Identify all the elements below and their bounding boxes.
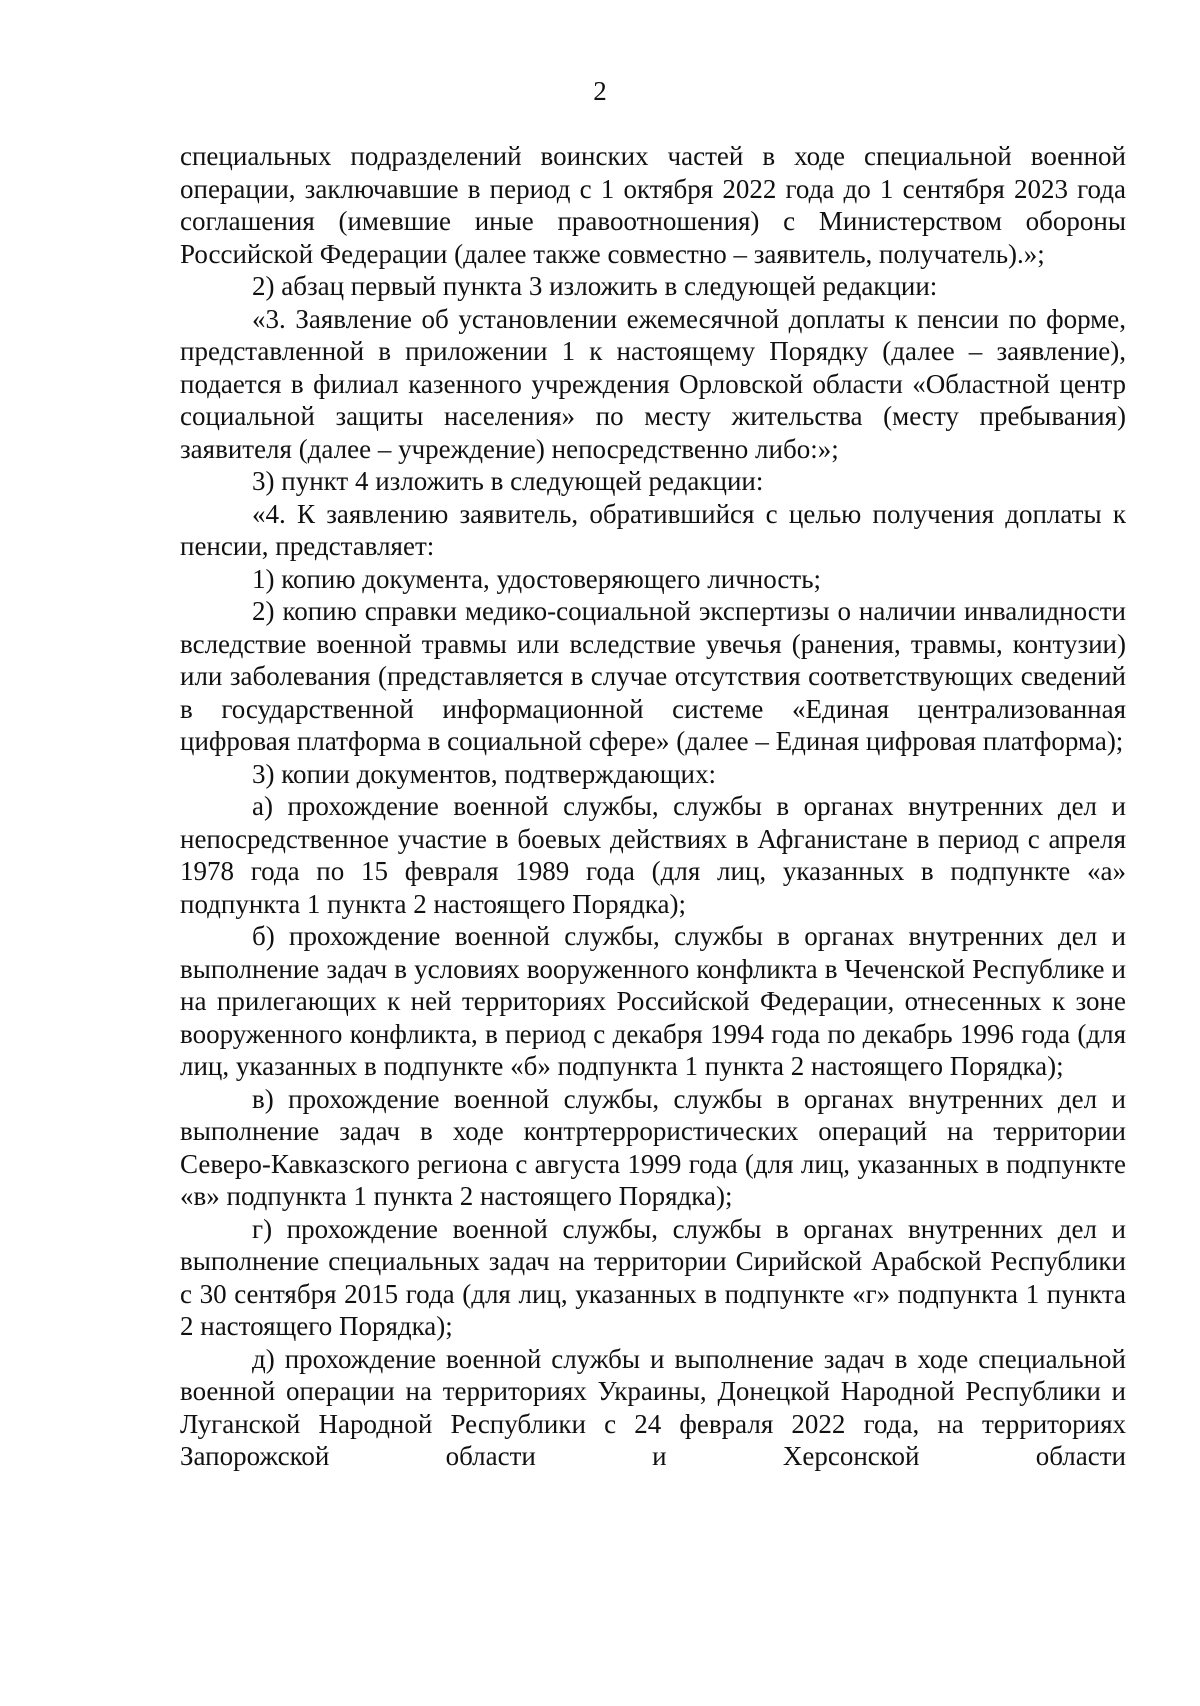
subitem-a: а) прохождение военной службы, службы в органах внутренних дел и непосредственное участие в боевых действиях в Афганистане в период с апреля 1978 года по 15 февраля 1989 года (для лиц, указанных в подпункте «а» подпункта 1 пункта 2 настоящего Порядка); xyxy=(180,791,1126,919)
list-item-2: 2) копию справки медико-социальной экспертизы о наличии инвалидности вследствие военной травмы или вследствие увечья (ранения, травмы, контузии) или заболевания (представляется в случае отсутствия соответствующих сведений в государственной информационной системе «Единая централизованная цифровая платформа в социальной сфере» (далее – Единая цифровая платформа); xyxy=(180,596,1126,756)
paragraph-point-4: «4. К заявлению заявитель, обратившийся с целью получения доплаты к пенсии, представляет: xyxy=(180,498,1126,561)
paragraph-continuation: специальных подразделений воинских частей в ходе специальной военной операции, заключавшие в период с 1 октября 2022 года до 1 сентября 2023 года соглашения (имевшие иные правоотношения) с Министерством обороны Российской Федерации (далее также совместно – заявитель, получатель).»; xyxy=(180,141,1126,269)
subitem-d: д) прохождение военной службы и выполнение задач в ходе специальной военной операции на территориях Украины, Донецкой Народной Республики и Луганской Народной Республики с 24 февраля 2022 года, на территориях Запорожской области и Херсонской области xyxy=(180,1343,1126,1471)
list-item-3: 3) копии документов, подтверждающих: xyxy=(252,758,716,789)
paragraph-item-2: 2) абзац первый пункта 3 изложить в следующей редакции: xyxy=(252,271,938,301)
paragraph-point-3: «3. Заявление об установлении ежемесячной доплаты к пенсии по форме, представленной в приложении 1 к настоящему Порядку (далее – заявление), подается в филиал казенного учреждения Орловской области «Областной центр социальной защиты населения» по месту жительства (месту пребывания) заявителя (далее – учреждение) непосредственно либо:»; xyxy=(180,303,1126,464)
subitem-v: в) прохождение военной службы, службы в органах внутренних дел и выполнение задач в ходе контртеррористических операций на территории Северо-Кавказского региона с августа 1999 года (для лиц, указанных в подпункте «в» подпункта 1 пункта 2 настоящего Порядка); xyxy=(180,1083,1126,1211)
subitem-g: г) прохождение военной службы, службы в органах внутренних дел и выполнение специальных задач на территории Сирийской Арабской Республики с 30 сентября 2015 года (для лиц, указанных в подпункте «г» подпункта 1 пункта 2 настоящего Порядка); xyxy=(180,1213,1126,1341)
list-item-1: 1) копию документа, удостоверяющего личность; xyxy=(252,563,822,594)
document-body xyxy=(180,140,1126,1473)
paragraph-item-3: 3) пункт 4 изложить в следующей редакции: xyxy=(252,466,764,496)
subitem-b: б) прохождение военной службы, службы в органах внутренних дел и выполнение задач в условиях вооруженного конфликта в Чеченской Республике и на прилегающих к ней территориях Российской Федерации, отнесенных к зоне вооруженного конфликта, в период с декабря 1994 года по декабрь 1996 года (для лиц, указанных в подпункте «б» подпункта 1 пункта 2 настоящего Порядка); xyxy=(180,921,1126,1081)
page-number: 2 xyxy=(593,76,607,106)
